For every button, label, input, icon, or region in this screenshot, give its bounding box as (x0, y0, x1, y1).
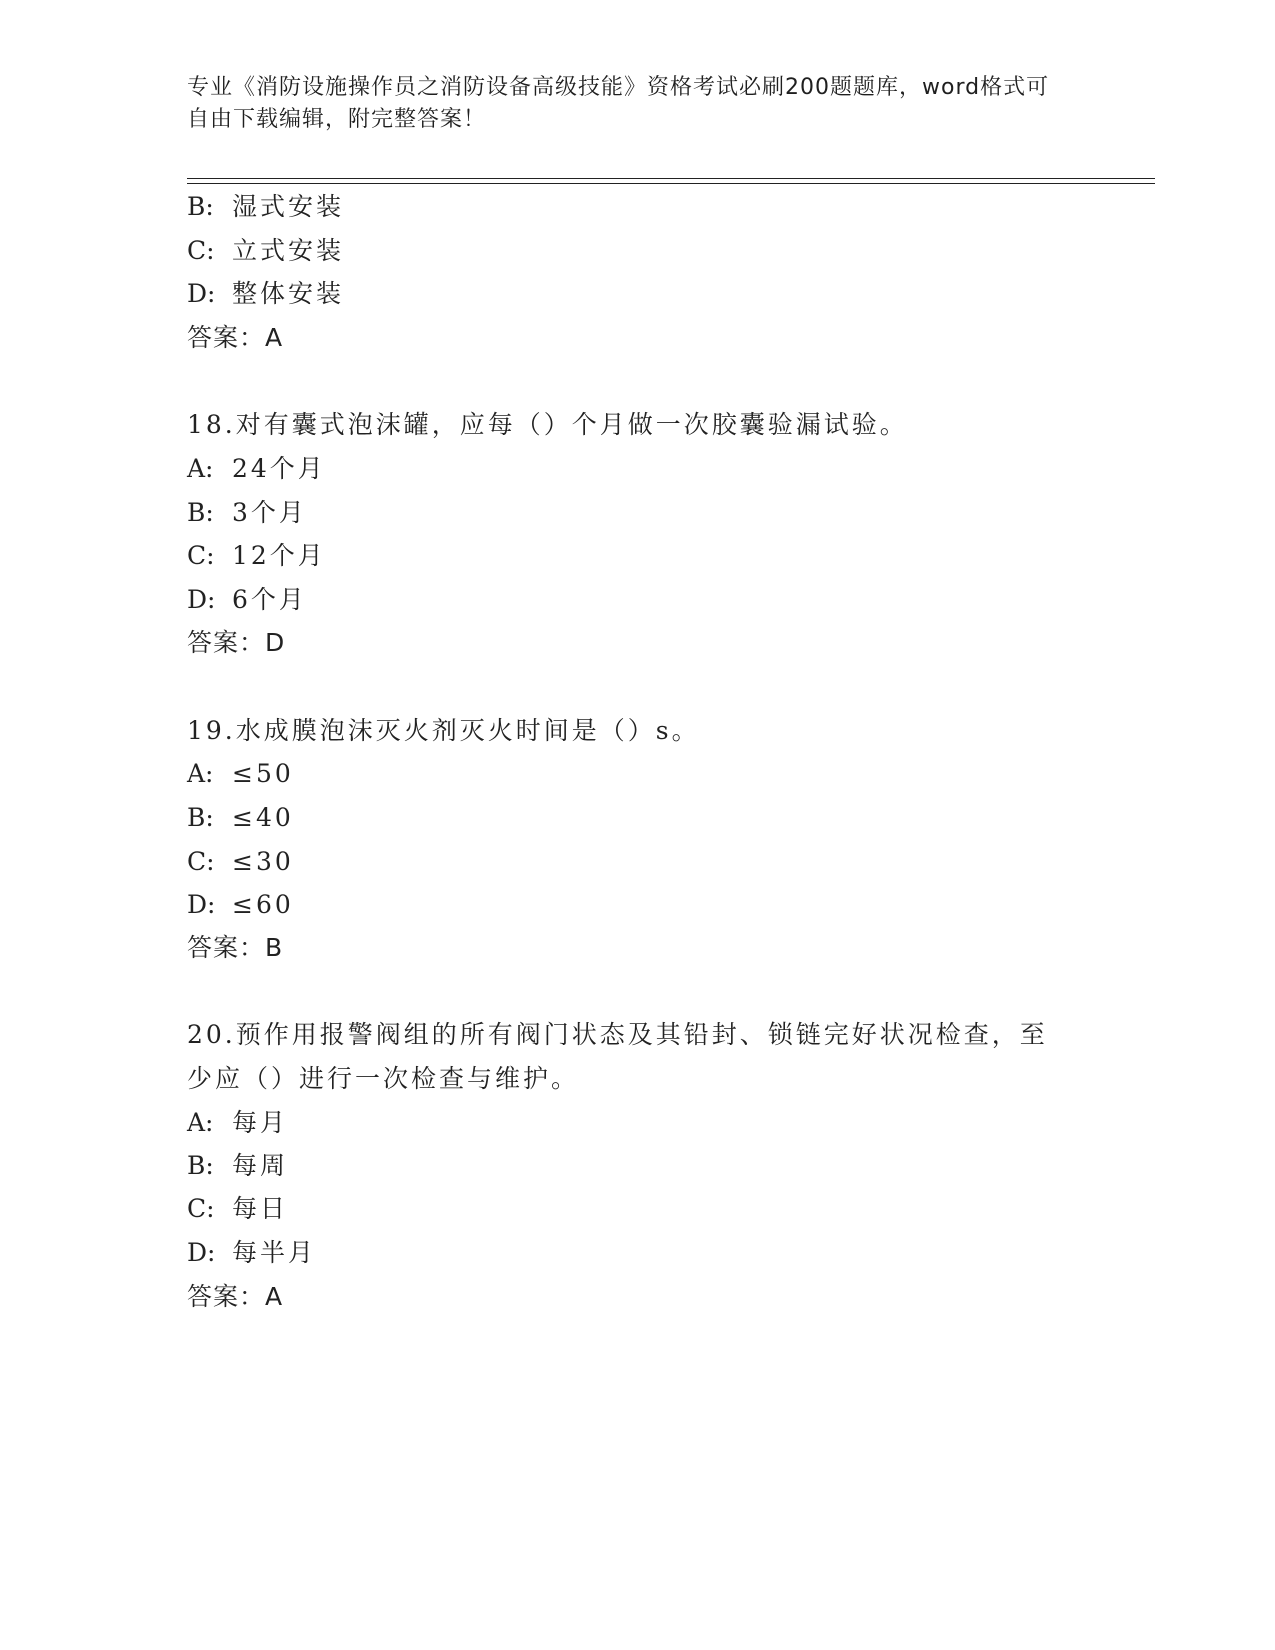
option-text: 6个月 (232, 585, 307, 614)
option-d (187, 1236, 316, 1270)
header-divider-top (187, 178, 1155, 179)
option-text: 24个月 (232, 454, 326, 483)
option-label: C: (187, 541, 215, 570)
option-label: B: (187, 192, 214, 221)
option-d (187, 583, 307, 617)
option-text: 3个月 (232, 498, 307, 527)
option-text: 每周 (232, 1151, 289, 1180)
option-text: 整体安装 (232, 279, 345, 308)
option-text: ≤60 (232, 890, 294, 919)
option-label: A: (187, 759, 214, 788)
option-label: C: (187, 236, 215, 265)
option-label: C: (187, 847, 215, 876)
option-label: D: (187, 1238, 216, 1267)
question-18-stem: 18.对有囊式泡沫罐，应每（）个月做一次胶囊验漏试验。 (187, 410, 908, 439)
option-text: 立式安装 (232, 236, 345, 265)
option-b (187, 801, 294, 835)
option-text: ≤40 (232, 803, 294, 832)
question-20-stem-line-2: 少应（）进行一次检查与维护。 (187, 1064, 580, 1093)
option-d (187, 888, 294, 922)
option-text: ≤50 (232, 759, 294, 788)
option-d (187, 277, 344, 311)
option-text: 湿式安装 (232, 192, 345, 221)
header-divider-bottom (187, 183, 1155, 184)
option-a (187, 452, 326, 486)
option-text: 每月 (232, 1108, 289, 1137)
option-label: D: (187, 890, 216, 919)
option-c (187, 1192, 288, 1226)
option-c (187, 845, 294, 879)
option-label: B: (187, 1151, 214, 1180)
option-label: A: (187, 1108, 214, 1137)
answer-line: 答案：D (187, 628, 286, 657)
option-label: C: (187, 1194, 215, 1223)
option-label: D: (187, 279, 216, 308)
option-b (187, 496, 307, 530)
option-a (187, 757, 294, 791)
option-label: B: (187, 803, 214, 832)
option-text: 12个月 (232, 541, 326, 570)
question-20-stem-line-1: 20.预作用报警阀组的所有阀门状态及其铅封、锁链完好状况检查，至 (187, 1020, 1048, 1049)
option-b (187, 1149, 288, 1183)
option-c (187, 234, 344, 268)
option-label: D: (187, 585, 216, 614)
option-c (187, 539, 326, 573)
option-text: 每日 (232, 1194, 289, 1223)
option-text: ≤30 (232, 847, 294, 876)
option-b (187, 190, 344, 224)
answer-line: 答案：A (187, 1282, 284, 1311)
option-label: B: (187, 498, 214, 527)
answer-line: 答案：B (187, 933, 284, 962)
question-19-stem: 19.水成膜泡沫灭火剂灭火时间是（）s。 (187, 716, 700, 745)
document-header: 专业《消防设施操作员之消防设备高级技能》资格考试必刷200题题库，word格式可自由下载编辑，附完整答案！ (187, 75, 1050, 132)
option-label: A: (187, 454, 214, 483)
answer-line: 答案：A (187, 323, 284, 352)
option-text: 每半月 (232, 1238, 317, 1267)
option-a (187, 1106, 288, 1140)
